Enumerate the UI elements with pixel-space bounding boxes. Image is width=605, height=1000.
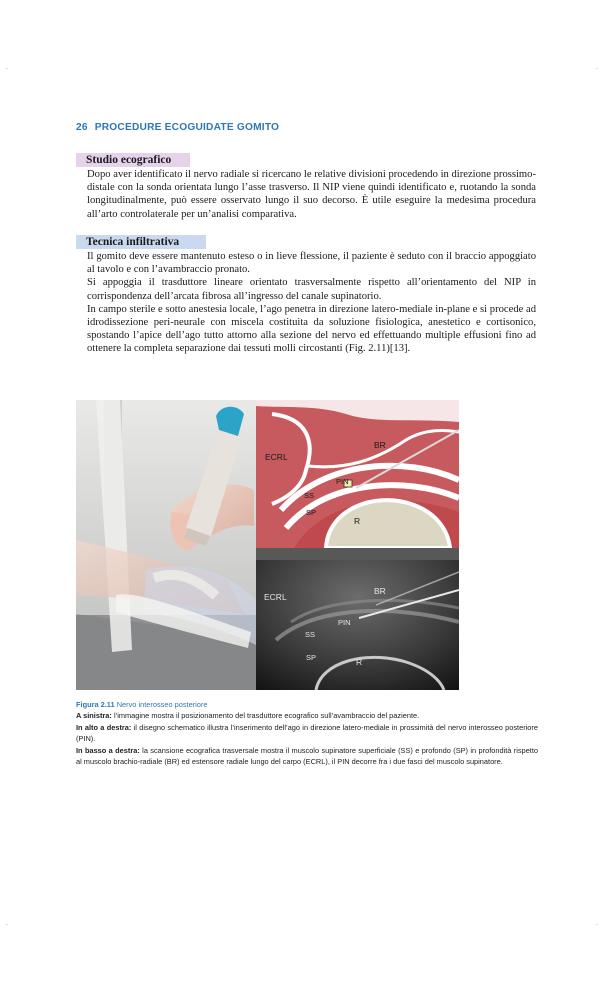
crop-mark: ·	[6, 66, 8, 73]
us-label-ss: SS	[305, 630, 316, 639]
schematic-anatomy-drawing	[256, 400, 459, 548]
label-pin: PIN	[336, 477, 349, 486]
label-br: BR	[374, 440, 386, 450]
figure-caption	[76, 699, 538, 767]
label-r: R	[354, 516, 361, 526]
caption-lead: In alto a destra:	[76, 722, 132, 732]
crop-mark: ·	[6, 922, 8, 929]
caption-text: l’immagine mostra il posizionamento del trasduttore ecografico sull’avambraccio del paziente.	[113, 711, 420, 721]
running-header	[76, 122, 279, 133]
caption-figure-label: Figura 2.11	[76, 700, 115, 709]
figure-2-11	[76, 400, 459, 690]
us-label-sp: SP	[306, 653, 317, 662]
probe-positioning-illustration	[76, 400, 256, 690]
us-label-ecrl: ECRL	[264, 592, 287, 602]
section-heading-tecnica: Tecnica infiltrativa	[76, 235, 206, 249]
caption-text: il disegno schematico illustra l’inserimento dell’ago in direzione latero-mediale in prossimità del nervo interosseo posteriore (PIN).	[76, 722, 538, 744]
caption-lead: In basso a destra:	[76, 745, 140, 755]
label-ss: SS	[304, 491, 315, 500]
section-paragraph-studio: Dopo aver identificato il nervo radiale si ricercano le relative divisioni procedendo in direzione prossimo-distale con la sonda orientata lungo l’asse trasverso. Il NIP viene quindi identificato e, ruotando la sonda longitudinalmente, può essere osservato lungo il suo decorso. È utile eseguire la medesima procedura all’arto controlaterale per un’analisi comparativa.	[87, 169, 536, 220]
caption-item-left	[76, 710, 538, 721]
caption-title-line	[76, 699, 538, 710]
chapter-title: PROCEDURE ECOGUIDATE GOMITO	[94, 122, 280, 133]
section-paragraph-tecnica: Il gomito deve essere mantenuto esteso o in lieve flessione, il paziente è seduto con il braccio appoggiato al tavolo e con l’avambraccio pronato. Si appoggia il trasduttore lineare orientato trasversalmente rispetto all’orientamento del NIP in corrispondenza dell’arcata fibrosa all’ingresso del canale supinatorio. In campo sterile e sotto anestesia locale, l’ago penetra in direzione latero-mediale in-plane e si procede ad idrodissezione peri-neurale con miscela costituita da soluzione fisiologica, anestetico e cortisonico, spostando l’apice dell’ago tutto attorno alla sezione del nervo ed effettuando multiple effusioni fino ad ottenere la completa separazione dai tessuti molli circostanti (Fig. 2.11)[13].	[87, 251, 536, 355]
us-label-pin: PIN	[338, 618, 351, 627]
label-ecrl: ECRL	[265, 452, 288, 462]
caption-item-bottom-right	[76, 745, 538, 768]
ultrasound-scan-image	[256, 548, 459, 690]
us-label-br: BR	[374, 586, 386, 596]
us-label-r: R	[356, 657, 363, 667]
crop-mark: ·	[596, 922, 598, 929]
caption-item-top-right	[76, 722, 538, 745]
label-sp: SP	[306, 508, 317, 517]
crop-mark: ·	[596, 66, 598, 73]
caption-figure-title: Nervo interosseo posteriore	[116, 700, 208, 709]
caption-lead: A sinistra:	[76, 711, 112, 721]
caption-text: la scansione ecografica trasversale mostra il muscolo supinatore superficiale (SS) e profondo (SP) in profondità rispetto al muscolo brachio-radiale (BR) ed estensore radiale lungo del carpo (ECRL), il PIN decorre fra i due fasci del muscolo supinatore.	[76, 745, 538, 767]
page-number: 26	[76, 122, 88, 133]
section-heading-studio: Studio ecografico	[76, 153, 190, 167]
